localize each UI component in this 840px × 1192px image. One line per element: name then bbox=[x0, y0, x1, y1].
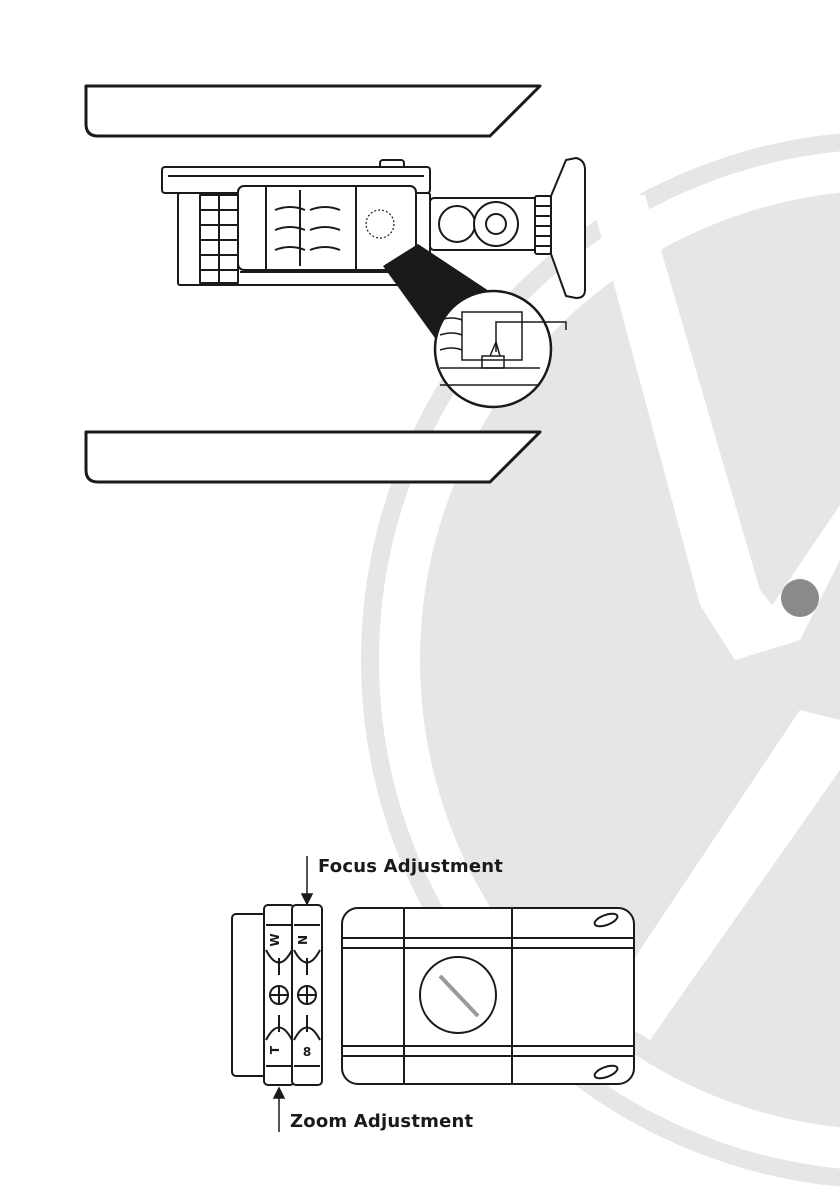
focus-pointer-arrowhead bbox=[302, 894, 312, 904]
zoom-ring-top-mark: W bbox=[268, 933, 282, 947]
focus-ring-bottom-mark: 8 bbox=[302, 1045, 312, 1059]
lens-adjustment-illustration bbox=[232, 905, 634, 1085]
focus-adjustment-label: Focus Adjustment bbox=[318, 856, 504, 877]
zoom-ring-bottom-mark: T bbox=[268, 1045, 282, 1055]
section-header-2 bbox=[86, 432, 540, 482]
focus-ring-top-mark: N bbox=[296, 934, 310, 946]
zoom-pointer-arrowhead bbox=[274, 1088, 284, 1098]
page-badge-icon bbox=[781, 579, 819, 617]
zoom-adjustment-label: Zoom Adjustment bbox=[290, 1111, 474, 1132]
camera-illustration bbox=[162, 158, 585, 298]
section-header-1 bbox=[86, 86, 540, 136]
